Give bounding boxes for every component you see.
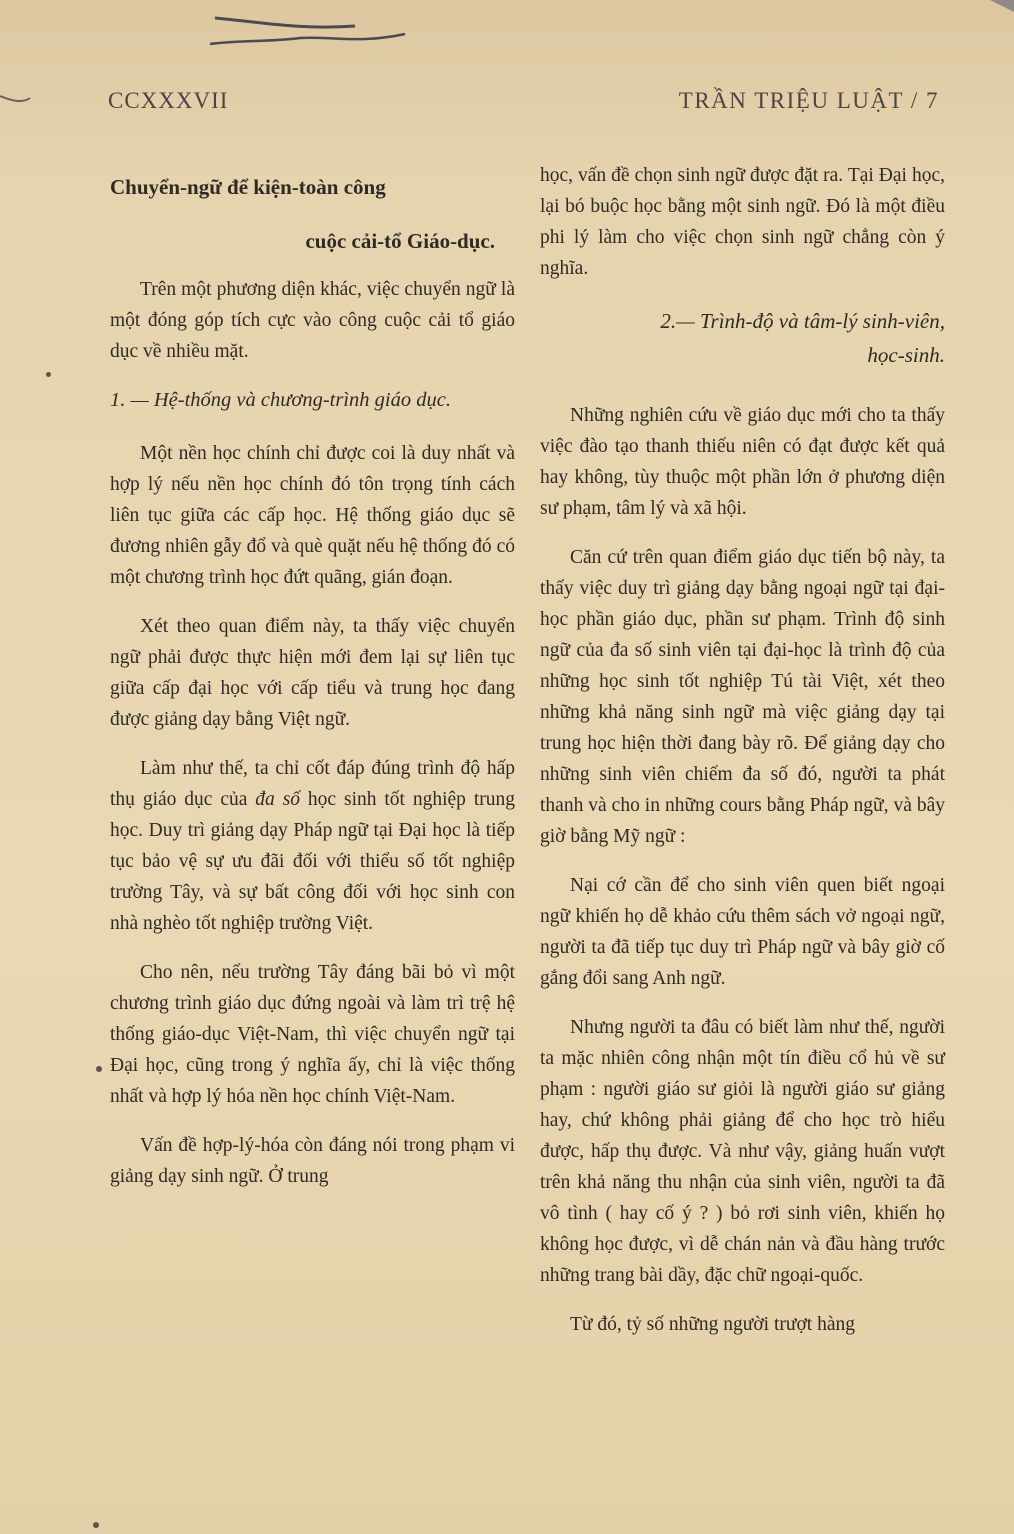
paragraph-text: học sinh tốt nghiệp trung học. Duy trì giảng dạy Pháp ngữ tại Đại học là tiếp tục bảo vệ sự ưu đãi đối với thiểu số tốt nghiệp trường Tây, và sự bất công đối với học sinh con nhà nghèo tốt nghiệp trường Việt. [110,789,515,934]
section-2-heading-line-2: học-sinh. [867,343,945,367]
ink-speck [93,1522,99,1528]
emphasis-text: đa số [255,789,301,810]
paragraph: Những nghiên cứu về giáo dục mới cho ta thấy việc đào tạo thanh thiếu niên có đạt được kết quả hay không, tùy thuộc một phần lớn ở phương diện sư phạm, tâm lý và xã hội. [540,405,945,519]
roman-page-number: CCXXXVII [108,88,229,113]
section-2-heading [540,304,945,372]
paragraph: Một nền học chính chỉ được coi là duy nhất và hợp lý nếu nền học chính đó tôn trọng tính cách liên tục giữa các cấp học. Hệ thống giáo dục sẽ đương nhiên gẫy đổ và què quặt nếu hệ thống đó có một chương trình học đứt quãng, gián đoạn. [110,443,515,588]
article-title [110,160,515,268]
title-line-1: Chuyển-ngữ để kiện-toàn công [110,175,386,199]
paragraph: Nhưng người ta đâu có biết làm như thế, người ta mặc nhiên công nhận một tín điều cổ hủ về sư phạm : người giáo sư giỏi là người giáo sư giảng hay, chứ không phải giảng để cho học trò hiểu được, hấp thụ được. Và như vậy, giảng huấn vượt trên khả năng thu nhận của sinh viên, người ta đã vô tình ( hay cố ý ? ) bỏ rơi sinh viên, khiến họ không học được, vì dễ chán nản và đầu hàng trước những trang bài dầy, đặc chữ ngoại-quốc. [540,1017,945,1286]
section-2-heading-line-1: 2.— Trình-độ và tâm-lý sinh-viên, [660,309,945,333]
paragraph: học, vấn đề chọn sinh ngữ được đặt ra. Tại Đại học, lại bó buộc học bằng một sinh ngữ. Đó là một điều phi lý làm cho việc chọn sinh ngữ chẳng còn ý nghĩa. [540,165,945,279]
left-column [110,160,515,1210]
paragraph [110,753,515,939]
paragraph-text: Làm như thế, ta chỉ cốt đáp đúng trình độ hấp thụ giáo dục của [110,758,515,810]
paragraph: Vấn đề hợp-lý-hóa còn đáng nói trong phạm vi giảng dạy sinh ngữ. Ở trung [110,1135,515,1187]
author-and-page: TRẦN TRIỆU LUẬT / 7 [678,88,939,113]
paragraph: Nại cớ cần để cho sinh viên quen biết ngoại ngữ khiến họ dễ khảo cứu thêm sách vở ngoại ngữ, người ta đã tiếp tục duy trì Pháp ngữ và bây giờ cố gắng đổi sang Anh ngữ. [540,875,945,989]
paragraph: Căn cứ trên quan điểm giáo dục tiến bộ này, ta thấy việc duy trì giảng dạy bằng ngoại ngữ tại đại-học phần giáo dục, phần sư phạm. Trình độ sinh ngữ của đa số sinh viên tại đại-học là trình độ của những học sinh tốt nghiệp Tú tài Việt, xét theo những khả năng sinh ngữ mà việc giảng dạy tại trung học hiện thời đang bày rõ. Để giảng dạy cho những sinh viên chiếm đa số đó, người ta phát thanh và cho in những cours bằng Pháp ngữ, và bây giờ bằng Mỹ ngữ : [540,547,945,847]
paragraph: Cho nên, nếu trường Tây đáng bãi bỏ vì một chương trình giáo dục đứng ngoài và làm trì trệ hệ thống giáo-dục Việt-Nam, thì việc chuyển ngữ tại Đại học, cũng trong ý nghĩa ấy, chỉ là việc thống nhất và hợp lý hóa nền học chính Việt-Nam. [110,962,515,1107]
right-column [540,160,945,1358]
title-line-2: cuộc cải-tổ Giáo-dục. [305,229,495,253]
paragraph: Từ đó, tỷ số những người trượt hàng [570,1314,855,1335]
intro-paragraph: Trên một phương diện khác, việc chuyển ngữ là một đóng góp tích cực vào công cuộc cải tổ giáo dục về nhiều mặt. [110,279,515,362]
ink-speck [96,1066,102,1072]
paragraph: Xét theo quan điểm này, ta thấy việc chuyển ngữ phải được thực hiện mới đem lại sự liên tục giữa cấp đại học với cấp tiểu và trung học đang được giảng dạy bằng Việt ngữ. [110,616,515,730]
page-header [108,88,939,124]
ink-speck [46,372,51,377]
section-1-heading: 1. — Hệ-thống và chương-trình giáo dục. [110,389,451,411]
